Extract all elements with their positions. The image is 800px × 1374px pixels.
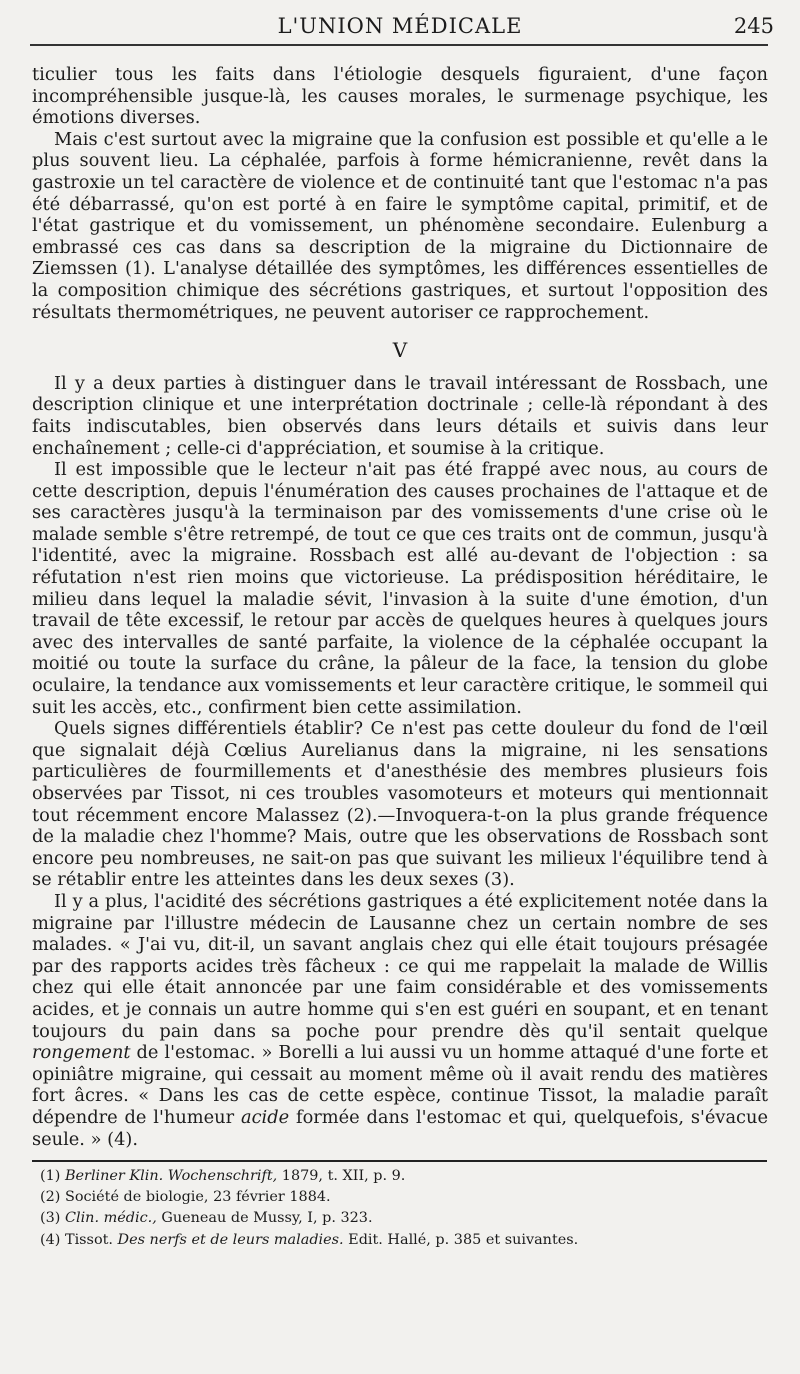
paragraph-2: Mais c'est surtout avec la migraine que la confusion est possible et qu'elle a le plus souvent lieu. La céphalée, parfois à forme hémicranienne, revêt dans la gastroxie un tel caractère de violence et de continuité tant que l'estomac n'a pas été débarrassé, qu'on est porté à en faire le symptôme capital, primitif, et de l'état gastrique et du vomissement, un phénomène secondaire. Eulenburg a embrassé ces cas dans sa description de la migraine du Dictionnaire de Ziemssen (1). L'analyse détaillée des symptômes, les différences essentielles de la composition chimique des sécrétions gastriques, et surtout l'opposition des résultats thermométriques, ne peuvent autoriser ce rapprochement. [32,128,768,323]
page-number: 245 [733,14,774,38]
footnote-text: Gueneau de Mussy, I, p. 323. [156,1210,373,1227]
footnote-text-2: Edit. Hallé, p. 385 et suivantes. [343,1231,579,1248]
header-rule [30,44,768,46]
paragraph-4: Il est impossible que le lecteur n'ait pas été frappé avec nous, au cours de cette description, depuis l'énumération des causes prochaines de l'attaque et de ses caractères jusqu'à la terminaison par des vomissements d'une crise où le malade semble s'être retrempé, de tout ce que ces traits ont de commun, jusqu'à l'identité, avec la migraine. Rossbach est allé au-devant de l'objection : sa réfutation n'est rien moins que victorieuse. La prédisposition héréditaire, le milieu dans lequel la maladie sévit, l'invasion à la suite d'une émotion, d'un travail de tête excessif, le retour par accès de quelques heures à quelques jours avec des intervalles de santé parfaite, la violence de la céphalée occupant la moitié ou toute la surface du crâne, la pâleur de la face, la tension du globe oculaire, la tendance aux vomissements et leur caractère critique, le sommeil qui suit les accès, etc., confirment bien cette assimilation. [32,459,768,718]
running-head-title: L'UNION MÉDICALE [277,14,523,38]
footnote-number: (1) [40,1168,61,1184]
footnote-italic: Berliner Klin. Wochenschrift, [64,1168,278,1184]
footnote-number: (4) [40,1231,61,1248]
page-header [0,14,800,44]
paragraph-5: Quels signes différentiels établir? Ce n'est pas cette douleur du fond de l'œil que signalait déjà Cœlius Aurelianus dans la migraine, ni les sensations particulières de fourmillements et d'anesthésie des membres plusieurs fois observées par Tissot, ni ces troubles vasomoteurs et moteurs qui mentionnait tout récemment encore Malassez (2).—Invoquera-t-on la plus grande fréquence de la maladie chez l'homme? Mais, outre que les observations de Rossbach sont encore peu nombreuses, ne sait-on pas que suivant les milieux l'équilibre tend à se rétablir entre les atteintes dans les deux sexes (3). [32,718,768,891]
footnote-text: Tissot. [64,1231,118,1248]
footnote-number: (2) [40,1189,61,1206]
footnote-text: Société de biologie, 23 février 1884. [64,1189,331,1206]
paragraph-6-part-1: Il y a plus, l'acidité des sécrétions gastriques a été explicitement notée dans la migraine par l'illustre médecin de Lausanne chez un certain nombre de ses malades. « J'ai vu, dit-il, un savant anglais chez qui elle était toujours présagée par des rapports acides très fâcheux : ce qui me rappelait la malade de Willis chez qui elle était annoncée par une faim considérable et des vomissements acides, et je connais un autre homme qui s'en est guéri en soupant, et en tenant toujours du pain dans sa poche pour prendre dès qu'il sentait quelque [32,890,768,1042]
italic-rongement: rongement [32,1042,131,1064]
footnote-1 [40,1166,770,1187]
paragraph-6-part-3: formée dans l'estomac et qui, quelquefois, s'évacue seule. » (4). [32,1106,768,1150]
footnote-italic: Des nerfs et de leurs maladies. [117,1231,344,1248]
footnote-number: (3) [40,1210,61,1227]
footnote-italic: Clin. médic., [64,1210,157,1227]
footnote-4 [40,1230,770,1251]
footnote-3 [40,1208,770,1229]
footnotes [40,1166,770,1251]
paragraph-3: Il y a deux parties à distinguer dans le travail intéressant de Rossbach, une description clinique et une interprétation doctrinale ; celle-là répondant à des faits indiscutables, bien observés dans leurs détails et suivis dans leur enchaînement ; celle-ci d'appréciation, et soumise à la critique. [32,372,768,459]
italic-acide: acide [240,1106,290,1128]
paragraph-1: ticulier tous les faits dans l'étiologie desquels figuraient, d'une façon incompréhensible jusque-là, les causes morales, le surmenage psychique, les émotions diverses. [32,64,768,129]
paragraph-6-part-2: de l'estomac. » Borelli a lui aussi vu un homme attaqué d'une forte et opiniâtre migraine, qui cessait au moment même où il avait rendu des matières fort âcres. « Dans les cas de cette espèce, continue Tissot, la maladie paraît dépendre de l'humeur [32,1042,768,1128]
footnotes-rule [32,1160,767,1162]
footnote-2 [40,1187,770,1208]
section-number: V [392,338,408,363]
footnote-text: 1879, t. XII, p. 9. [277,1168,406,1184]
paragraph-6 [32,891,768,1150]
body-text [32,64,768,1150]
